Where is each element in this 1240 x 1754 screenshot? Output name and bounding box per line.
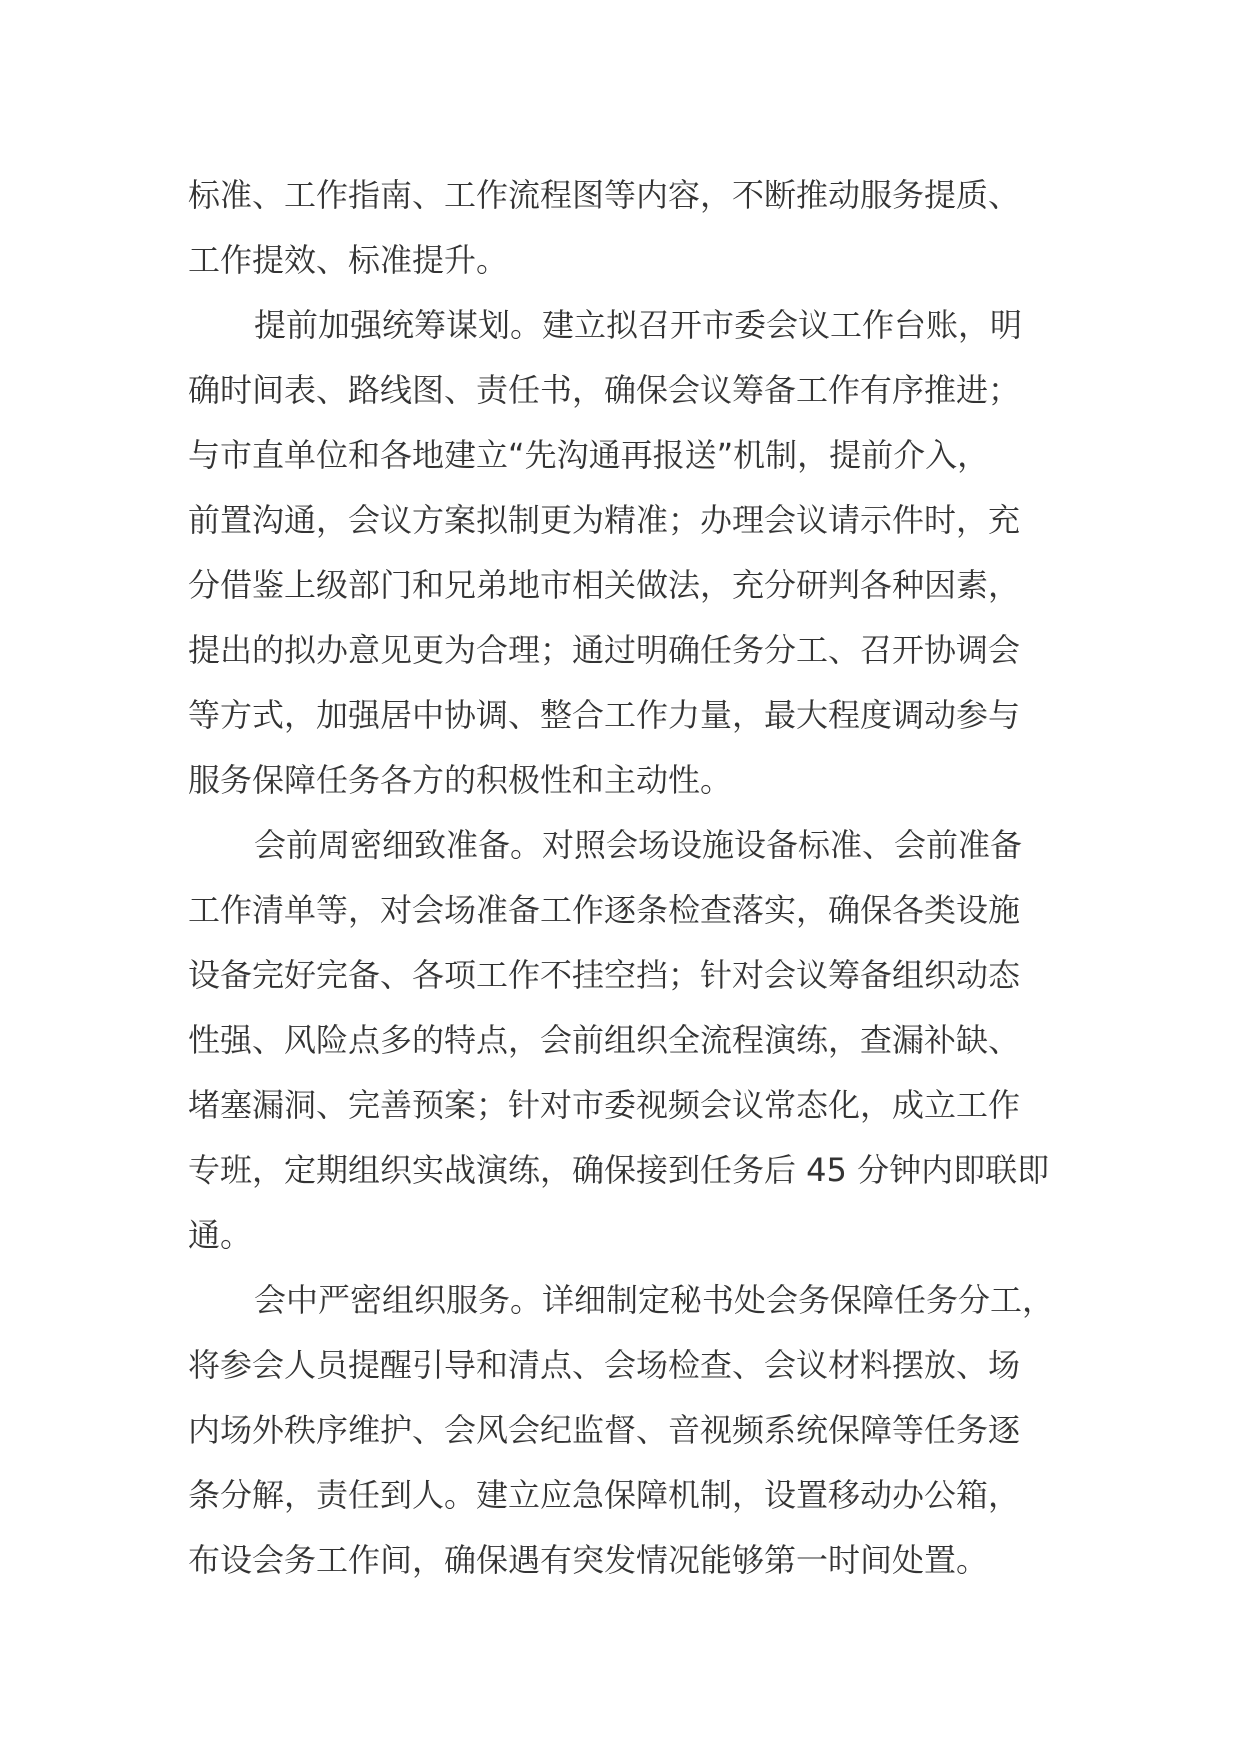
- text-line: 内场外秩序维护、会风会纪监督、音视频系统保障等任务逐: [188, 1411, 1021, 1449]
- text-line: 工作提效、标准提升。: [188, 241, 509, 279]
- text-line: 设备完好完备、各项工作不挂空挡；针对会议筹备组织动态: [188, 956, 1021, 994]
- text-line-first: 提前加强统筹谋划。建立拟召开市委会议工作台账，明: [254, 306, 1023, 344]
- text-line: 堵塞漏洞、完善预案；针对市委视频会议常态化，成立工作: [188, 1086, 1021, 1124]
- text-line: 工作清单等，对会场准备工作逐条检查落实，确保各类设施: [188, 891, 1021, 929]
- paragraph-continuation: [188, 163, 1068, 293]
- text-line-first: 会前周密细致准备。对照会场设施设备标准、会前准备: [254, 826, 1023, 864]
- text-line: 等方式，加强居中协调、整合工作力量，最大程度调动参与: [188, 696, 1021, 734]
- text-line: 将参会人员提醒引导和清点、会场检查、会议材料摆放、场: [188, 1346, 1021, 1384]
- text-line: 条分解，责任到人。建立应急保障机制，设置移动办公箱，: [188, 1476, 1021, 1514]
- text-line: 提出的拟办意见更为合理；通过明确任务分工、召开协调会: [188, 631, 1021, 669]
- text-line: 分借鉴上级部门和兄弟地市相关做法，充分研判各种因素，: [188, 566, 1021, 604]
- text-line: 专班，定期组织实战演练，确保接到任务后 45 分钟内即联即: [188, 1151, 1050, 1189]
- text-line: 确时间表、路线图、责任书，确保会议筹备工作有序推进；: [188, 371, 1021, 409]
- text-line: 前置沟通，会议方案拟制更为精准；办理会议请示件时，充: [188, 501, 1021, 539]
- text-line: 标准、工作指南、工作流程图等内容，不断推动服务提质、: [188, 176, 1021, 214]
- text-line: 通。: [188, 1216, 253, 1254]
- paragraph-service: [188, 1268, 1068, 1593]
- text-line: 性强、风险点多的特点，会前组织全流程演练，查漏补缺、: [188, 1021, 1021, 1059]
- text-line: 布设会务工作间，确保遇有突发情况能够第一时间处置。: [188, 1541, 989, 1579]
- paragraph-preparation: [188, 813, 1068, 1268]
- text-line: 服务保障任务各方的积极性和主动性。: [188, 761, 733, 799]
- paragraph-planning: [188, 293, 1068, 813]
- text-line-first: 会中严密组织服务。详细制定秘书处会务保障任务分工，: [254, 1281, 1055, 1319]
- document-body: [188, 163, 1068, 1593]
- text-line: 与市直单位和各地建立“先沟通再报送”机制，提前介入，: [188, 436, 990, 474]
